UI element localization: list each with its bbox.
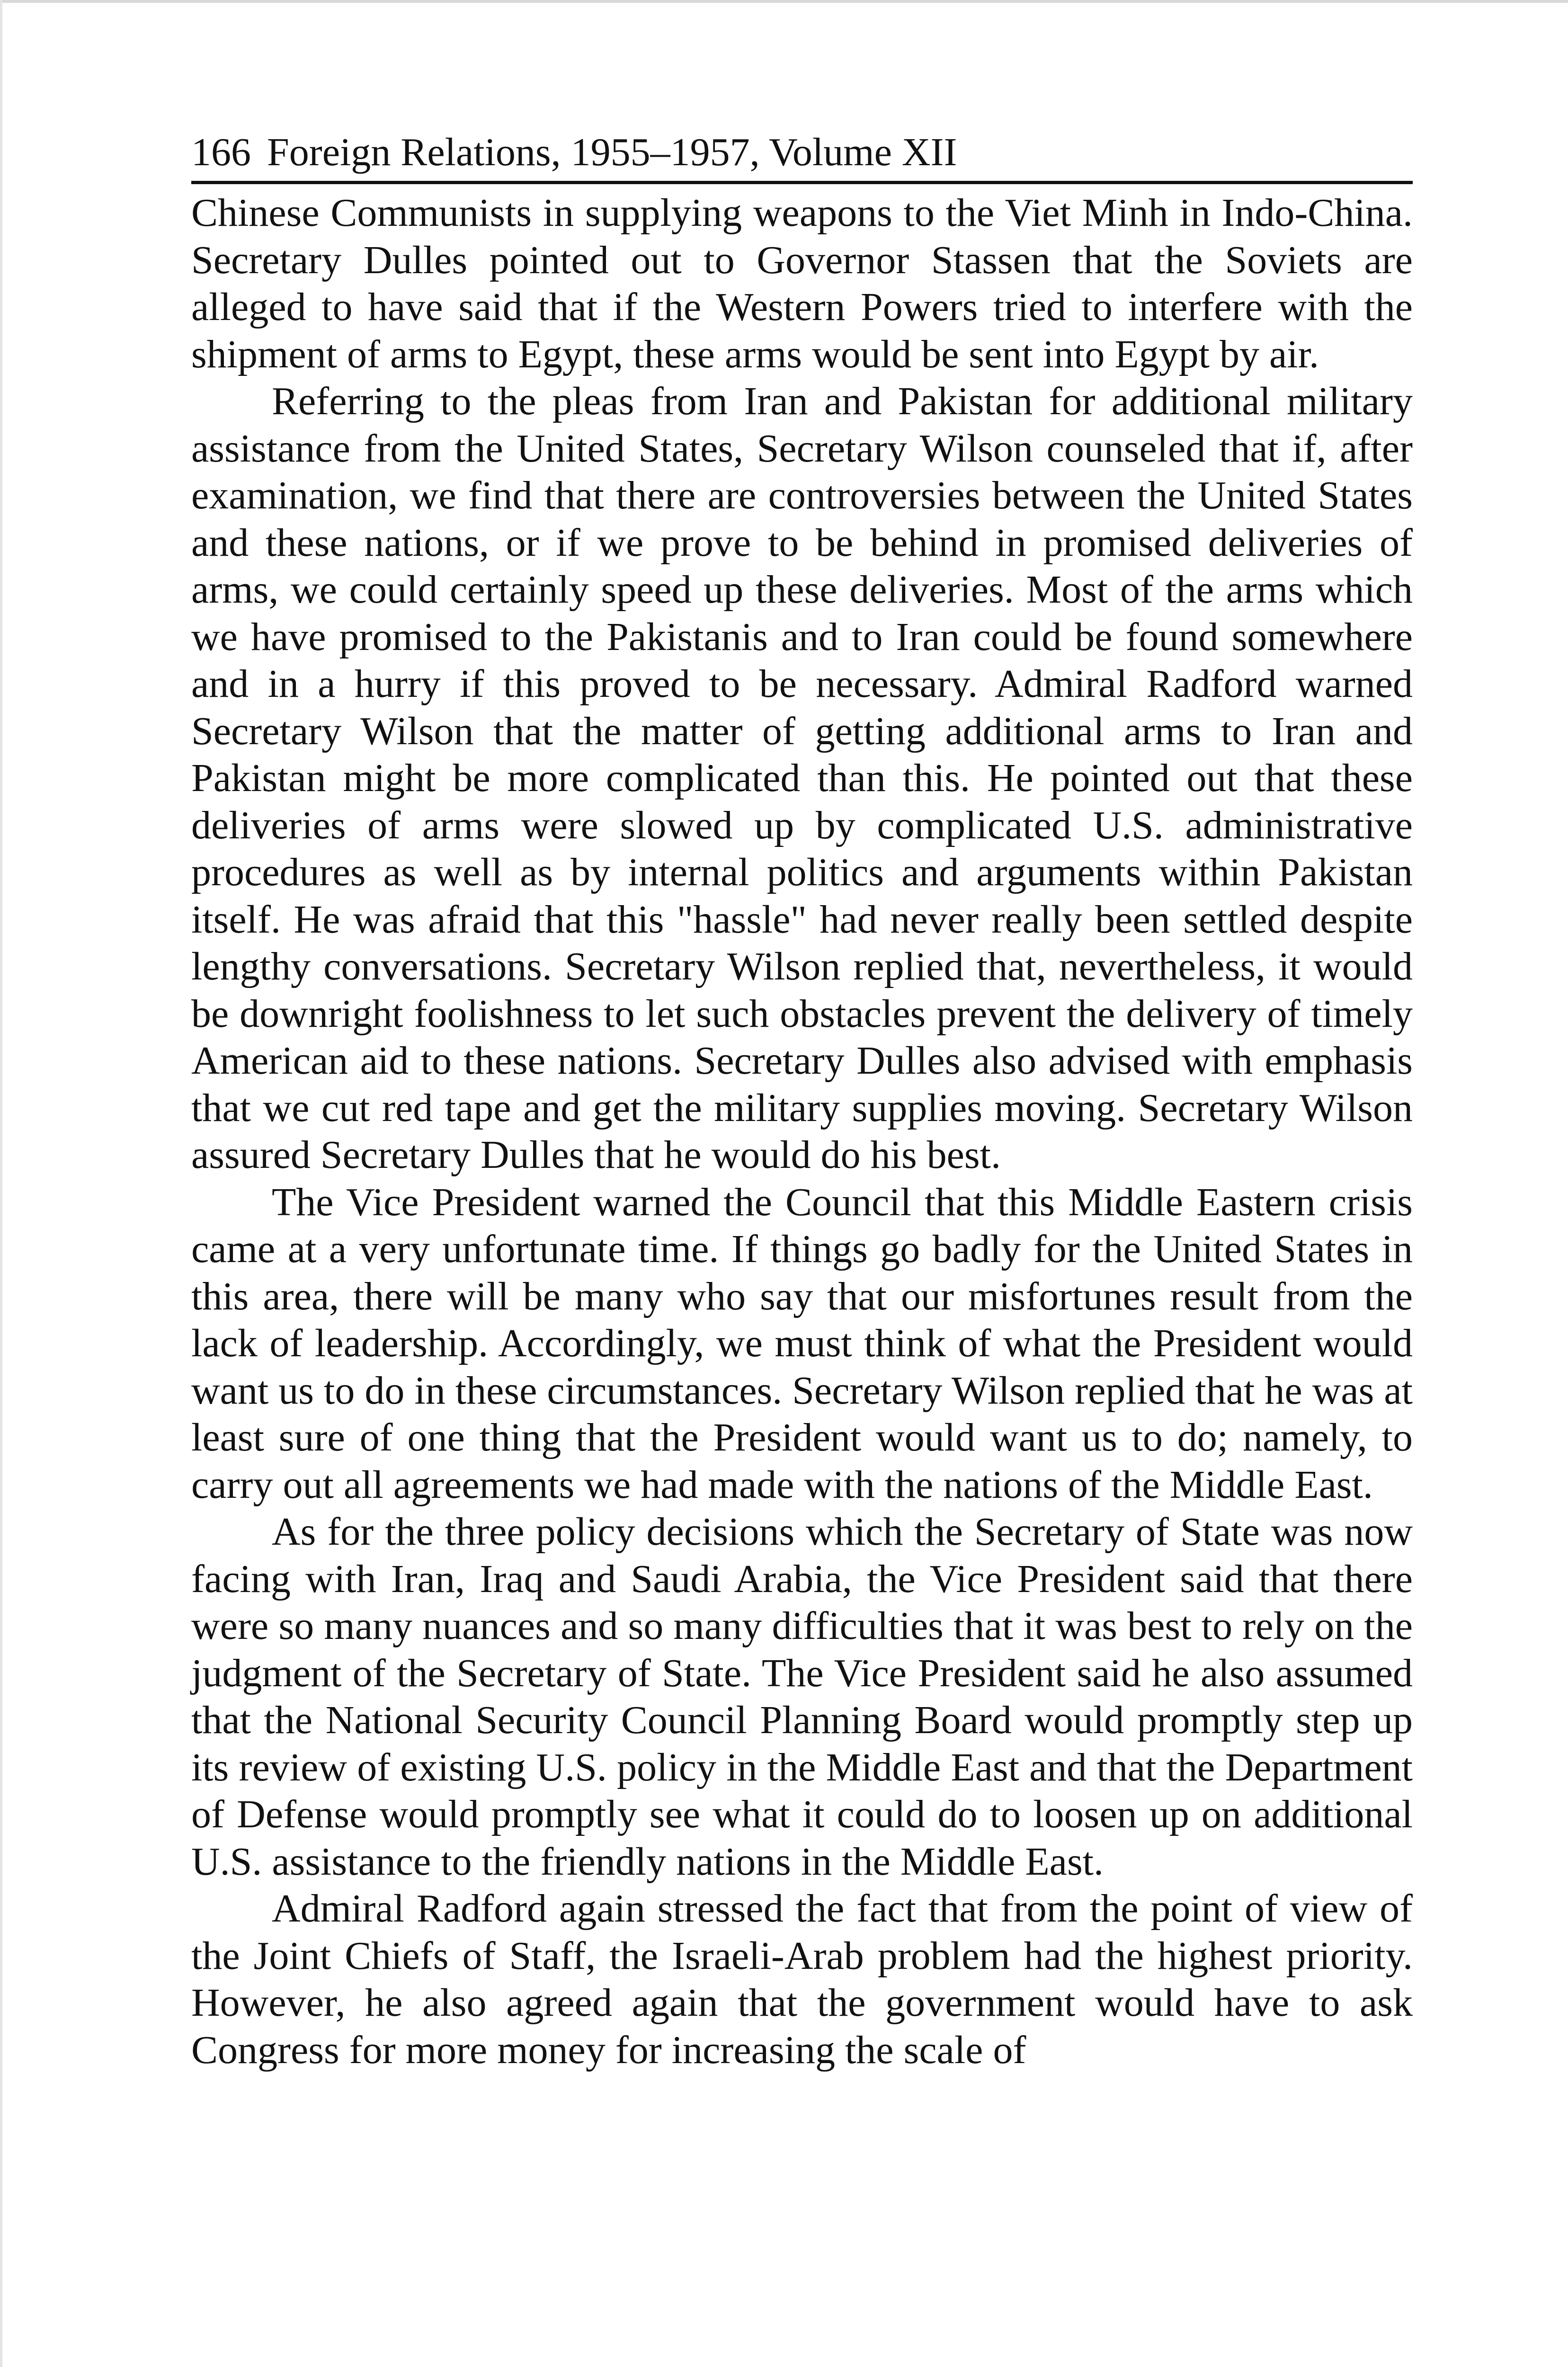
paragraph-policy-decisions: As for the three policy decisions which the Secretary of State was now facing with Iran, Iraq and Saudi Arabia, the Vice President said that there were so many nuances and so many difficulties that it was best to rely on the judgment of the Secretary of State. The Vice President said he also assumed that the National Security Council Planning Board would promptly step up its review of existing U.S. policy in the Middle East and that the Department of Defense would promptly see what it could do to loosen up on additional U.S. assistance to the friendly nations in the Middle East. xyxy=(191,1510,1413,1884)
page-number: 166 xyxy=(191,130,251,174)
header-rule xyxy=(191,181,1413,184)
body-text xyxy=(191,189,1413,2367)
paragraph-vice-president-warning: The Vice President warned the Council that this Middle Eastern crisis came at a very unfortunate time. If things go badly for the United States in this area, there will be many who say that our misfortunes result from the lack of leadership. Accordingly, we must think of what the President would want us to do in these circumstances. Secretary Wilson replied that he was at least sure of one thing that the President would want us to do; namely, to carry out all agreements we had made with the nations of the Middle East. xyxy=(191,1180,1413,1507)
paragraph-continuation: Chinese Communists in supplying weapons to the Viet Minh in Indo-China. Secretary Dulles pointed out to Governor Stassen that the Soviets are alleged to have said that if the Western Powers tried to interfere with the shipment of arms to Egypt, these arms would be sent into Egypt by air. xyxy=(191,191,1413,376)
paragraph-iran-pakistan-arms: Referring to the pleas from Iran and Pakistan for additional military assistance from the United States, Secretary Wilson counseled that if, after examination, we find that there are controversies between the United States and these nations, or if we prove to be behind in promised deliveries of arms, we could certainly speed up these deliveries. Most of the arms which we have promised to the Pakistanis and to Iran could be found somewhere and in a hurry if this proved to be necessary. Admiral Radford warned Secretary Wilson that the matter of getting additional arms to Iran and Pakistan might be more complicated than this. He pointed out that these deliveries of arms were slowed up by complicated U.S. administrative procedures as well as by internal politics and arguments within Pakistan itself. He was afraid that this "hassle" had never really been settled despite lengthy conversations. Secretary Wilson replied that, nevertheless, it would be downright foolishness to let such obstacles prevent the delivery of timely American aid to these nations. Secretary Dulles also advised with emphasis that we cut red tape and get the military supplies moving. Secretary Wilson assured Secretary Dulles that he would do his best. xyxy=(191,379,1413,1177)
paragraph-radford-priority: Admiral Radford again stressed the fact that from the point of view of the Joint Chiefs of Staff, the Israeli-Arab problem had the highest priority. However, he also agreed again that the government would have to ask Congress for more money for increasing the scale of xyxy=(191,1886,1413,2072)
scan-edge-top xyxy=(0,0,1568,3)
running-head xyxy=(191,124,1413,181)
volume-title: Foreign Relations, 1955–1957, Volume XII xyxy=(267,130,957,174)
scan-edge-left xyxy=(0,0,2,2367)
